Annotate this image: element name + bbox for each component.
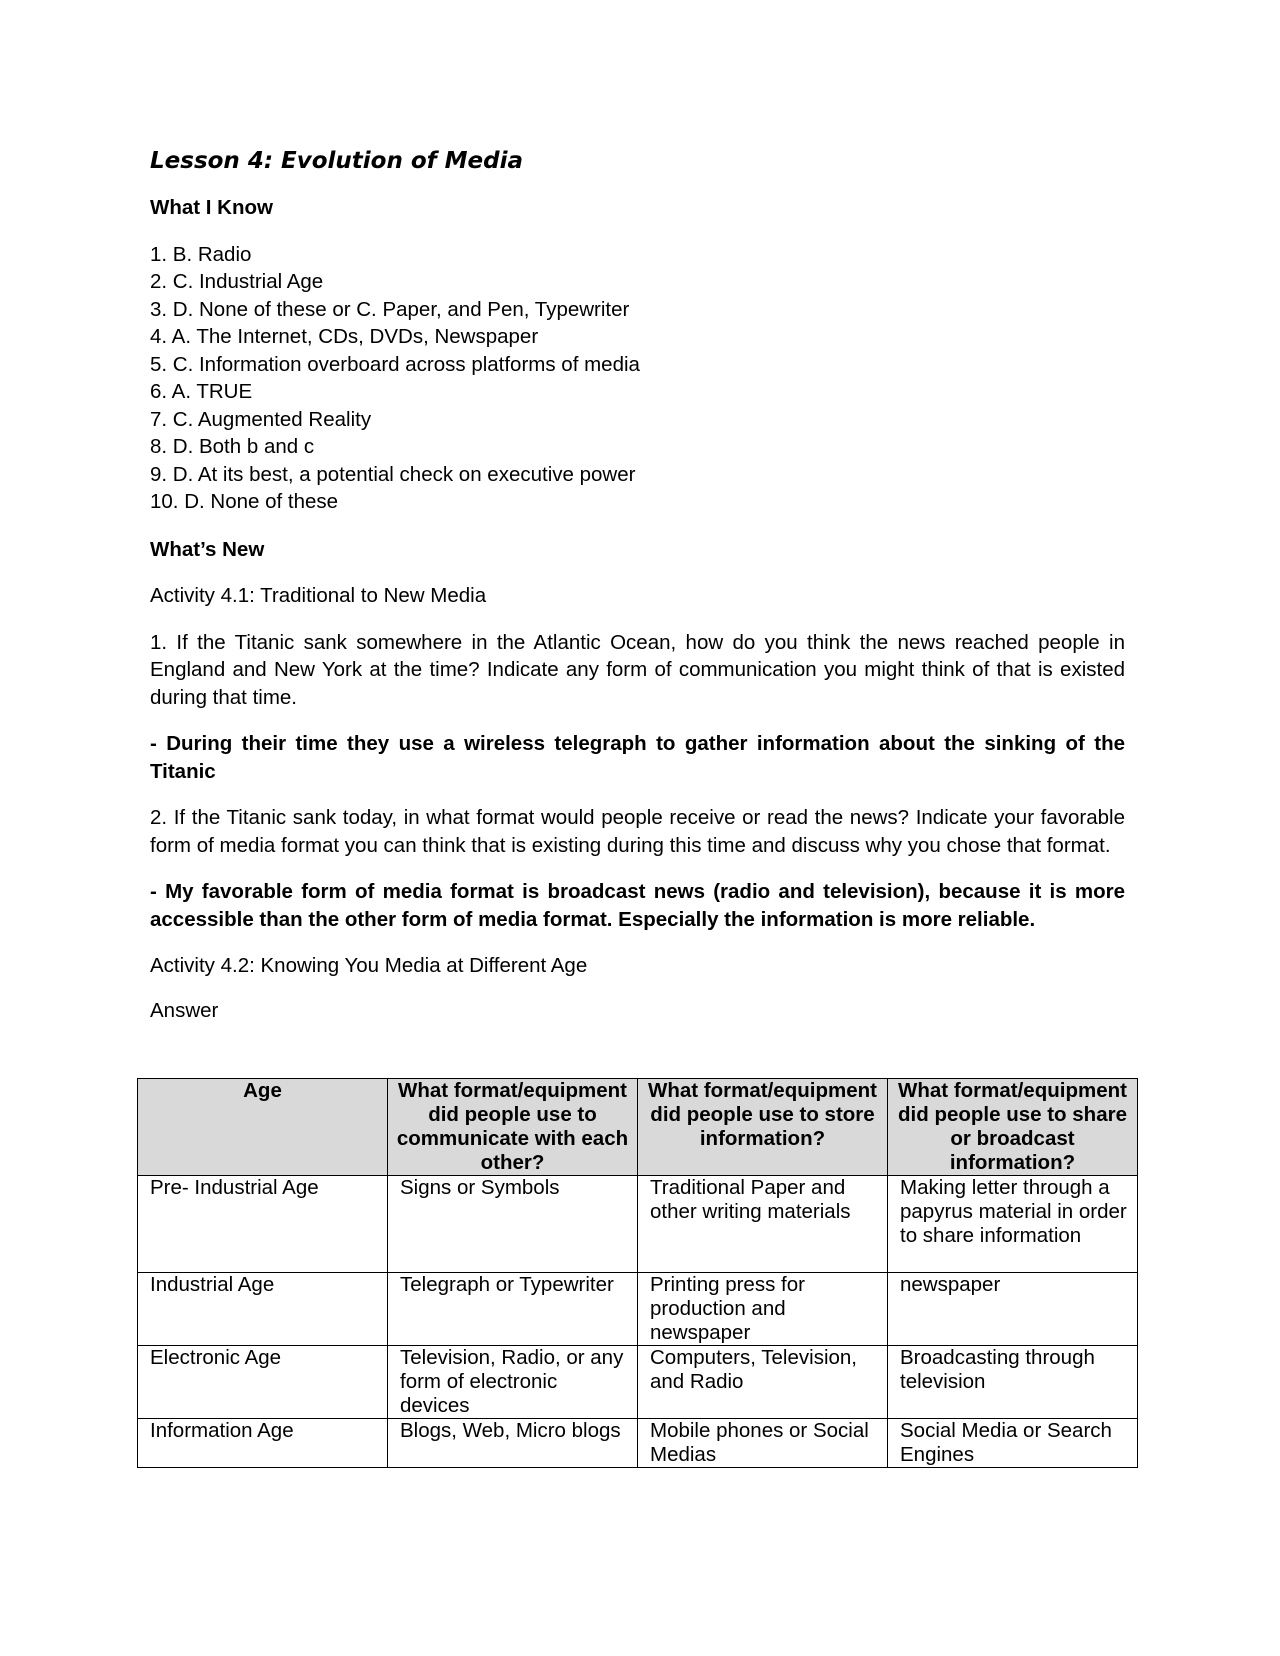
answer-item: 2. C. Industrial Age [150, 270, 324, 293]
table-cell-store: Printing press for production and newspaper [638, 1273, 888, 1346]
table-row [138, 1419, 1138, 1468]
table-cell-communicate: Signs or Symbols [388, 1176, 638, 1273]
what-i-know-heading: What I Know [150, 196, 273, 219]
table-cell-share: Making letter through a papyrus material in order to share information [888, 1176, 1138, 1273]
table-row [138, 1273, 1138, 1346]
table-cell-age: Electronic Age [138, 1346, 388, 1419]
question-1: 1. If the Titanic sank somewhere in the Atlantic Ocean, how do you think the news reached people in England and New York at the time? Indicate any form of communication you might think of that is existed during that time. [150, 630, 1125, 709]
whats-new-heading: What’s New [150, 537, 265, 561]
table-header-row [138, 1079, 1138, 1176]
media-evolution-table [137, 1078, 1138, 1468]
answer-item: 5. C. Information overboard across platforms of media [150, 352, 640, 376]
table-row [138, 1346, 1138, 1419]
answer-1: - During their time they use a wireless telegraph to gather information about the sinking of the Titanic [150, 732, 1125, 783]
table-cell-age: Industrial Age [138, 1273, 388, 1346]
answer-item: 7. C. Augmented Reality [150, 407, 372, 431]
header-store: What format/equipment did people use to store information? [638, 1079, 888, 1176]
table-cell-age: Information Age [138, 1419, 388, 1468]
document-body [150, 146, 1125, 1023]
activity-4-2-title: Activity 4.2: Knowing You Media at Different Age [150, 954, 588, 977]
answer-item: 9. D. At its best, a potential check on executive power [150, 462, 636, 486]
question-2: 2. If the Titanic sank today, in what format would people receive or read the news? Indicate your favorable form of media format you can think that is existing during this time and discuss why you chose that format. [150, 806, 1125, 857]
table-cell-share: Social Media or Search Engines [888, 1419, 1138, 1468]
table-cell-store: Traditional Paper and other writing materials [638, 1176, 888, 1273]
header-age: Age [138, 1079, 388, 1176]
table-cell-store: Mobile phones or Social Medias [638, 1419, 888, 1468]
activity-4-1-title: Activity 4.1: Traditional to New Media [150, 584, 487, 607]
answer-2: - My favorable form of media format is broadcast news (radio and television), because it is more accessible than the other form of media format. Especially the information is more reliable. [150, 880, 1125, 931]
table-cell-store: Computers, Television, and Radio [638, 1346, 888, 1419]
answer-item: 3. D. None of these or C. Paper, and Pen, Typewriter [150, 297, 630, 321]
table-cell-age: Pre- Industrial Age [138, 1176, 388, 1273]
table-cell-communicate: Telegraph or Typewriter [388, 1273, 638, 1346]
answer-item: 4. A. The Internet, CDs, DVDs, Newspaper [150, 325, 539, 348]
table-row [138, 1176, 1138, 1273]
table-cell-share: newspaper [888, 1273, 1138, 1346]
header-communicate: What format/equipment did people use to communicate with each other? [388, 1079, 638, 1176]
table-cell-communicate: Television, Radio, or any form of electronic devices [388, 1346, 638, 1419]
answer-item: 6. A. TRUE [150, 380, 253, 403]
answer-item: 10. D. None of these [150, 490, 339, 513]
table-cell-communicate: Blogs, Web, Micro blogs [388, 1419, 638, 1468]
header-share: What format/equipment did people use to share or broadcast information? [888, 1079, 1138, 1176]
table-cell-share: Broadcasting through television [888, 1346, 1138, 1419]
answer-item: 8. D. Both b and c [150, 435, 315, 458]
answer-label: Answer [150, 998, 219, 1022]
answer-item: 1. B. Radio [150, 242, 252, 266]
lesson-title: Lesson 4: Evolution of Media [150, 148, 524, 174]
what-i-know-answer-list [150, 241, 1125, 516]
